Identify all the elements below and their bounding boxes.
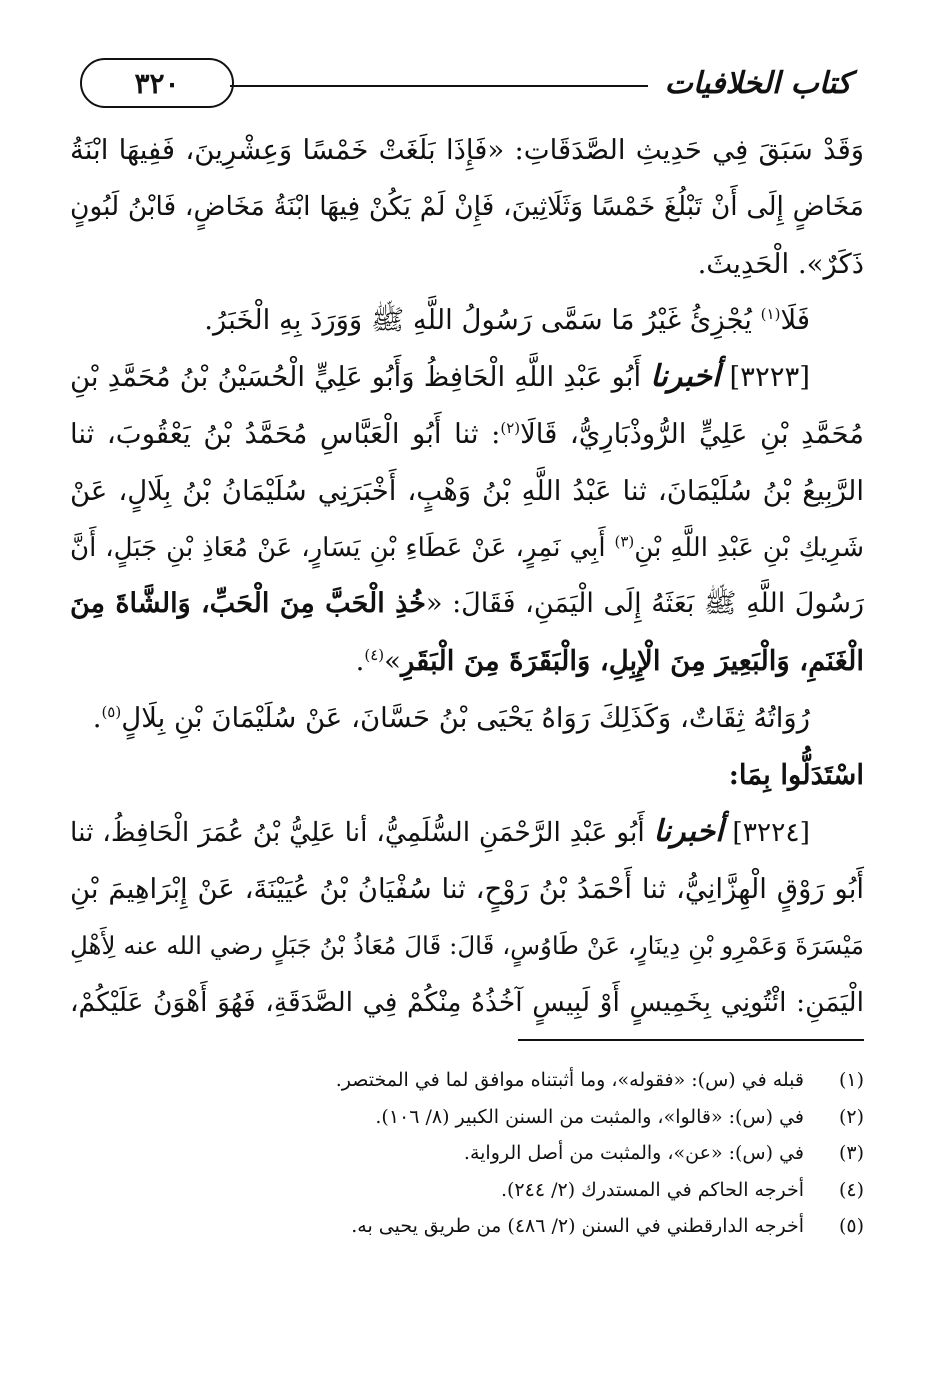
footnote-text: في (س): «عن»، والمثبت من أصل الرواية. <box>463 1142 804 1165</box>
text-line: فَلَا$^{(١)}$ يُجْزِئُ غَيْرُ مَا سَمَّى رَسُولُ اللَّهِ ﷺ وَوَرَدَ بِهِ الْخَبَرُ. <box>204 304 810 337</box>
footnote-number: (٤) <box>838 1178 864 1201</box>
text-line: رُوَاتُهُ ثِقَاتٌ، وَكَذَلِكَ رَوَاهُ يَحْيَى بْنُ حَسَّانَ، عَنْ سُلَيْمَانَ بْنِ بِلَالٍ$^{(٥)}$. <box>92 701 810 734</box>
text-line: مُحَمَّدِ بْنِ عَلِيٍّ الرُّوذْبَارِيُّ، قَالَا$^{(٢)}$: ثنا أَبُو الْعَبَّاسِ مُحَمَّدُ بْنُ يَعْقُوبَ، ثنا <box>70 417 864 450</box>
footnote-ref: (٢) <box>500 418 521 437</box>
footnote-item <box>70 1208 864 1245</box>
text-line: الْيَمَنِ: ائْتُونِي بِخَمِيسٍ أَوْ لَبِيسٍ آخُذُهُ مِنْكُمْ فِي الصَّدَقَةِ، فَهُوَ أَهْوَنُ عَلَيْكُمْ، <box>70 986 864 1018</box>
section-heading: اسْتَدَلُّوا بِمَا: <box>728 758 864 791</box>
hadith-number: [٣٢٢٤] <box>732 816 810 848</box>
text-line: رَسُولَ اللَّهِ ﷺ بَعَثَهُ إِلَى الْيَمَنِ، فَقَالَ: «خُذِ الْحَبَّ مِنَ الْحَبِّ، وَالشَّاةَ مِنَ <box>70 588 864 620</box>
footnote-ref: (١) <box>760 305 781 324</box>
text-line: شَرِيكِ بْنِ عَبْدِ اللَّهِ بْنِ$^{(٣)}$ أَبِي نَمِرٍ، عَنْ عَطَاءِ بْنِ يَسَارٍ، عَنْ مُعَاذِ بْنِ جَبَلٍ، أَنَّ <box>70 531 864 563</box>
main-text <box>70 122 864 1032</box>
text-line: مَخَاضٍ إِلَى أَنْ تَبْلُغَ خَمْسًا وَثَلَاثِينَ، فَإِنْ لَمْ يَكُنْ فِيهَا ابْنَةُ مَخَاضٍ، فَابْنُ لَبُونٍ <box>70 190 864 222</box>
text-line: وَقَدْ سَبَقَ فِي حَدِيثِ الصَّدَقَاتِ: «فَإِذَا بَلَغَتْ خَمْسًا وَعِشْرِينَ، فَفِيهَا ابْنَةُ <box>70 134 864 166</box>
page-number: ٣٢٠ <box>80 58 234 108</box>
footnote-ref: (٥) <box>101 702 122 721</box>
footnote-number: (١) <box>838 1069 864 1091</box>
hadith-3224-line: [٣٢٢٤] أخبرنا أَبُو عَبْدِ الرَّحْمَنِ السُّلَمِيُّ، أنا عَلِيُّ بْنُ عُمَرَ الْحَافِظُ، ثنا <box>70 813 810 849</box>
text-line: ذَكَرٌ». الْحَدِيثَ. <box>697 247 864 280</box>
text-line: أَبُو رَوْقٍ الْهِزَّانِيُّ، ثنا أَحْمَدُ بْنُ رَوْحٍ، ثنا سُفْيَانُ بْنُ عُيَيْنَةَ، عَنْ إِبْرَاهِيمَ بْنِ <box>70 873 864 906</box>
footnote-ref: (٤) <box>364 646 385 665</box>
footnote-ref: (٣) <box>614 531 635 550</box>
akhbarana-label: أخبرنا <box>650 359 721 395</box>
text-line: الْغَنَمِ، وَالْبَعِيرَ مِنَ الْإِبِلِ، وَالْبَقَرَةَ مِنَ الْبَقَرِ»$^{(٤)}$. <box>355 645 864 678</box>
footnote-item <box>70 1135 864 1172</box>
footnote-item <box>70 1099 864 1136</box>
hadith-number: [٣٢٢٣] <box>729 361 810 394</box>
akhbarana-label: أخبرنا <box>653 813 724 849</box>
page-header <box>80 56 858 120</box>
prophetic-text: الْغَنَمِ، وَالْبَعِيرَ مِنَ الْإِبِلِ، وَالْبَقَرَةَ مِنَ الْبَقَرِ <box>400 645 864 678</box>
footnote-text: أخرجه الدارقطني في السنن (٢/ ٤٨٦) من طريق يحيى به. <box>351 1215 804 1238</box>
hadith-3223-line: [٣٢٢٣] أخبرنا أَبُو عَبْدِ اللَّهِ الْحَافِظُ وَأَبُو عَلِيٍّ الْحُسَيْنُ بْنُ مُحَمَّدِ بْنِ <box>70 359 810 395</box>
footnotes <box>70 1062 864 1245</box>
prophetic-text: خُذِ الْحَبَّ مِنَ الْحَبِّ، وَالشَّاةَ مِنَ <box>70 588 426 620</box>
text-line: مَيْسَرَةَ وَعَمْرِو بْنِ دِينَارٍ، عَنْ طَاوُسٍ، قَالَ: قَالَ مُعَاذُ بْنُ جَبَلٍ رضي الله عنه لِأَهْلِ <box>70 931 864 961</box>
book-title: كتاب الخلافيات <box>664 66 852 101</box>
footnote-text: قبله في (س): «فقوله»، وما أثبتناه موافق لما في المختصر. <box>335 1069 804 1091</box>
footnote-number: (٥) <box>838 1215 864 1238</box>
text-line: الرَّبِيعُ بْنُ سُلَيْمَانَ، ثنا عَبْدُ اللَّهِ بْنُ وَهْبٍ، أَخْبَرَنِي سُلَيْمَانُ بْنُ بِلَالٍ، عَنْ <box>70 474 864 507</box>
footnote-item <box>70 1062 864 1099</box>
footnote-text: في (س): «قالوا»، والمثبت من السنن الكبير (٨/ ١٠٦). <box>375 1105 804 1128</box>
footnote-separator <box>518 1039 864 1041</box>
header-rule <box>230 85 648 87</box>
footnote-number: (٣) <box>838 1142 864 1165</box>
footnote-text: أخرجه الحاكم في المستدرك (٢/ ٢٤٤). <box>500 1178 804 1201</box>
footnote-number: (٢) <box>838 1105 864 1128</box>
footnote-item <box>70 1172 864 1209</box>
